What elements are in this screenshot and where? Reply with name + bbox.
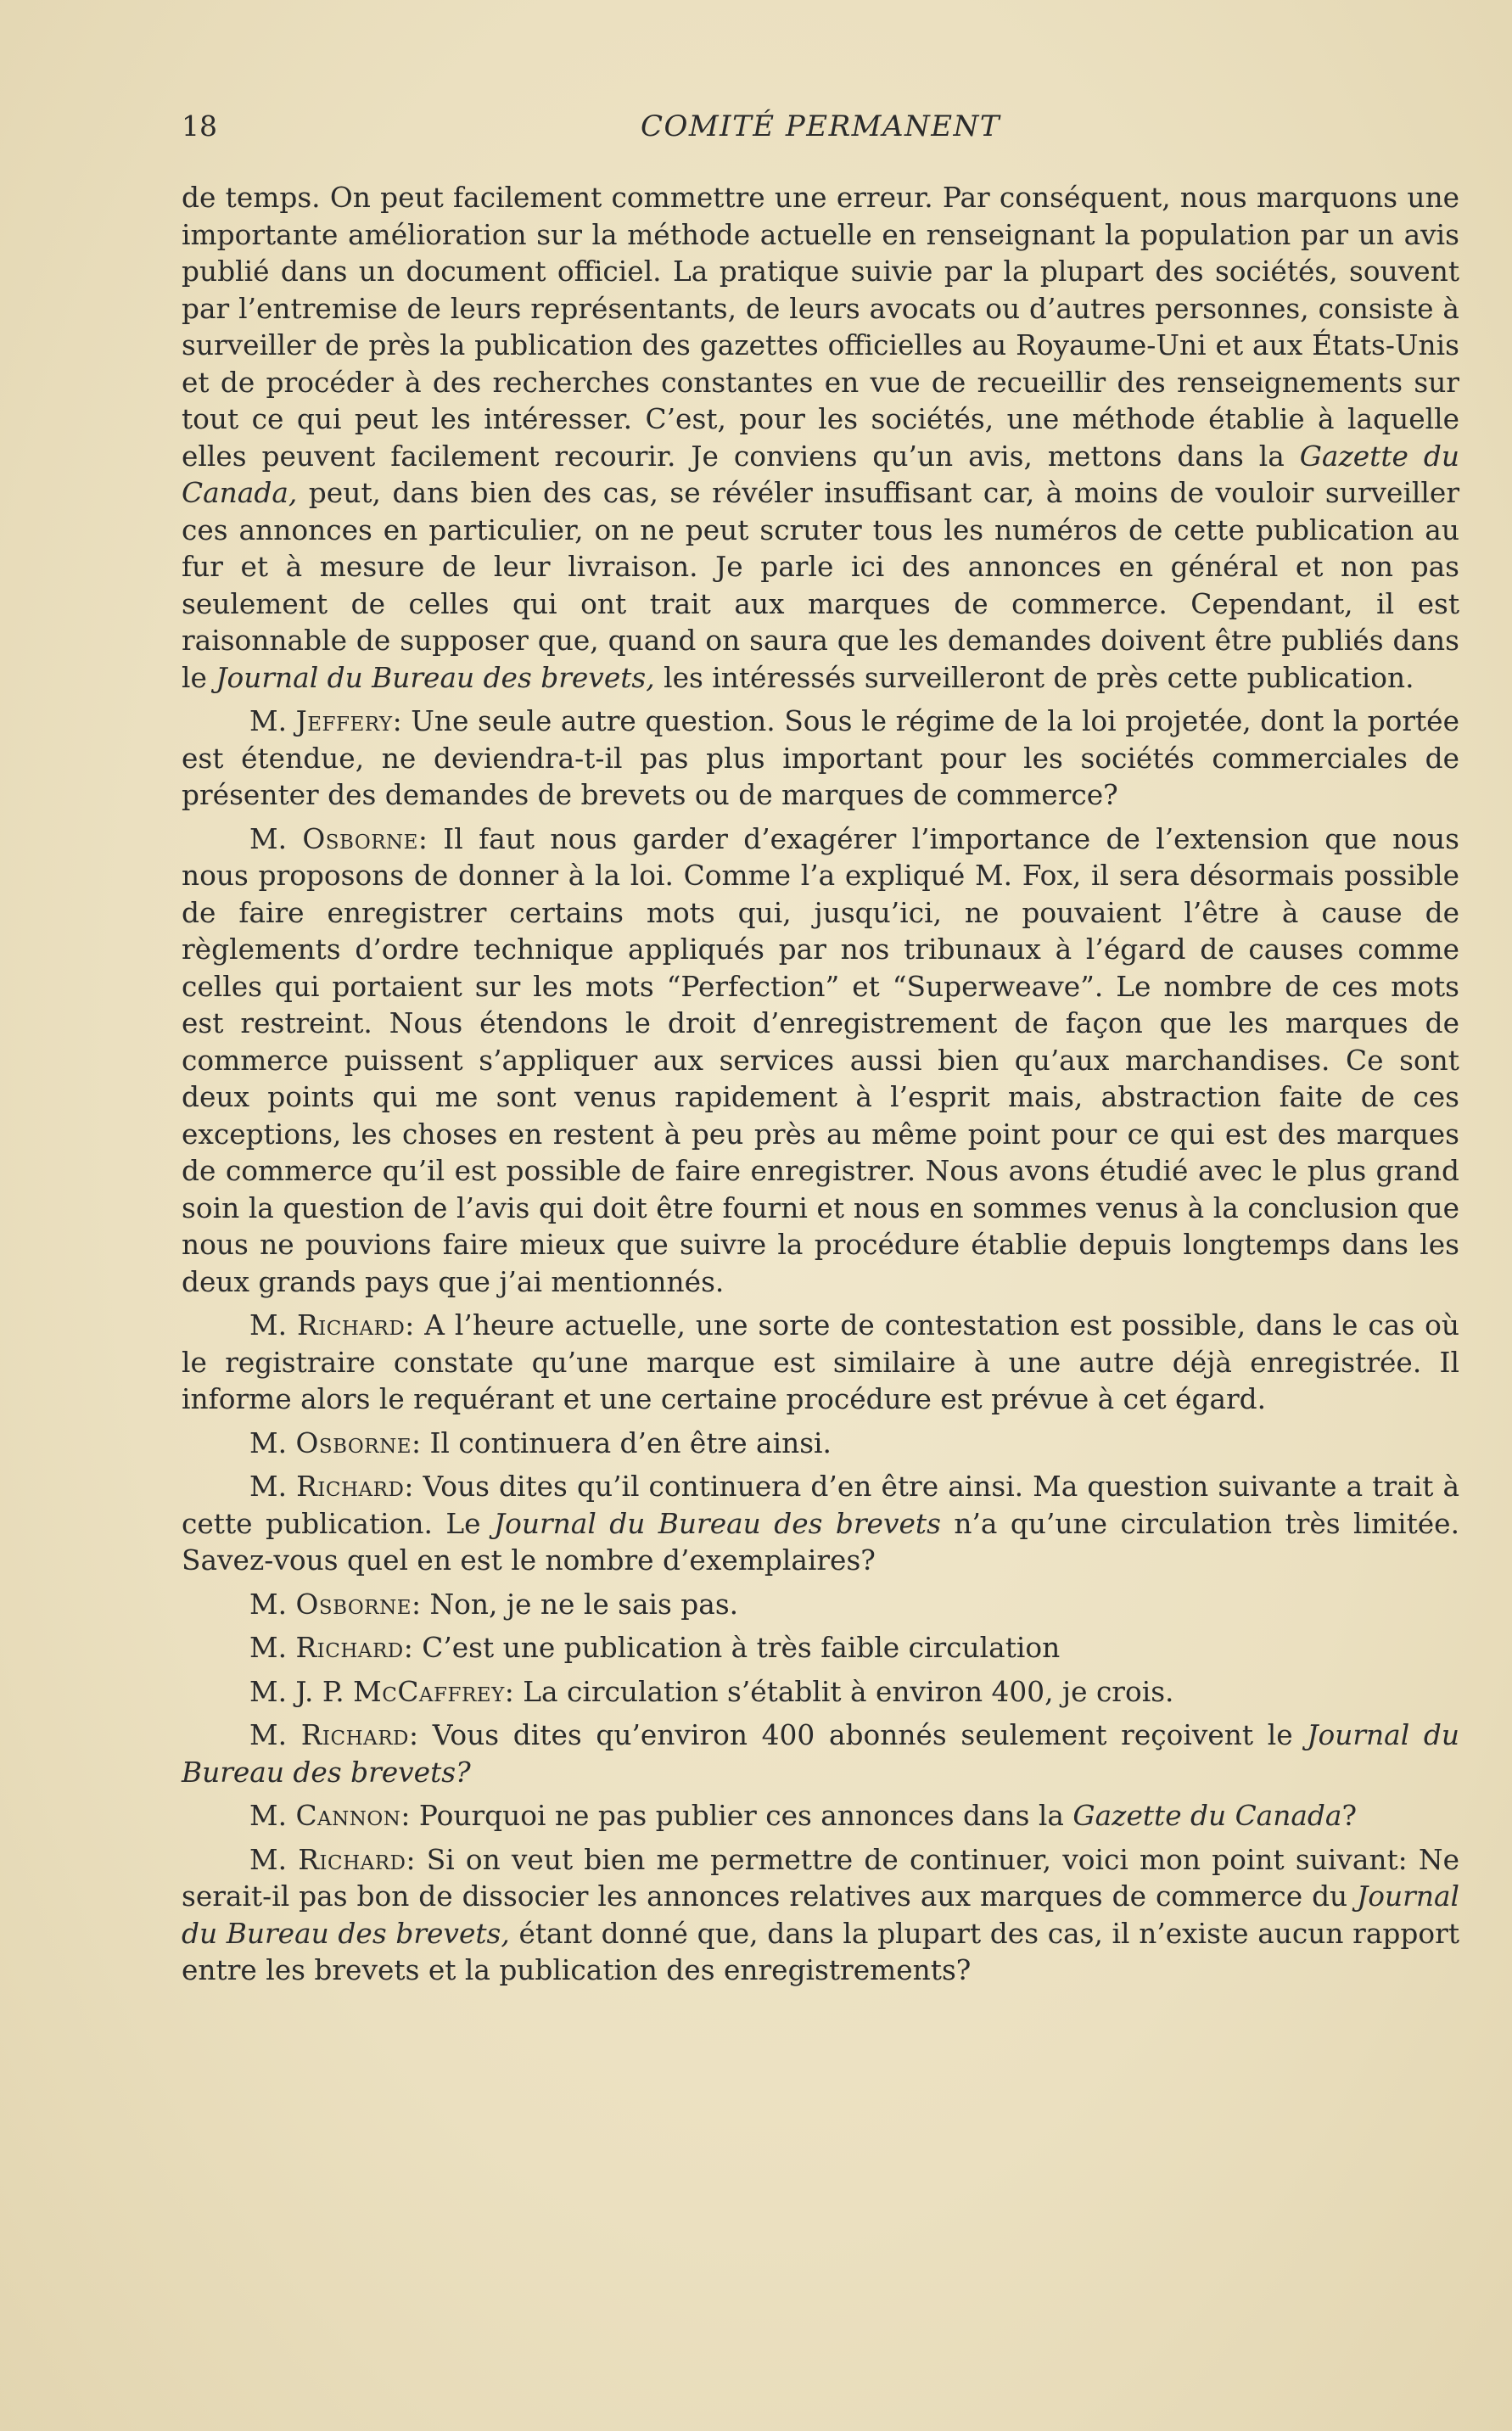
- paragraph: [182, 1426, 1459, 1463]
- text-segment: : A l’heure actuelle, une sorte de contestation est possible, dans le cas où le registraire constate qu’une marque est similaire à une autre déjà enregistrée. Il informe alors le requérant et une certaine procédure est prévue à cet égard.: [182, 1309, 1459, 1415]
- speaker-name: Richard: [296, 1309, 406, 1342]
- text-segment: : Vous dites qu’environ 400 abonnés seulement reçoivent le: [409, 1719, 1308, 1751]
- speaker-prefix: M.: [249, 1843, 299, 1876]
- speaker-name: Richard: [296, 1470, 405, 1503]
- italic-title-text: Gazette du Canada: [1072, 1800, 1342, 1832]
- speaker-prefix: M.: [249, 1470, 297, 1503]
- speaker-prefix: M. J. P.: [249, 1675, 354, 1708]
- speaker-prefix: M.: [249, 1588, 296, 1621]
- text-segment: : C’est une publication à très faible circulation: [403, 1632, 1061, 1664]
- speaker-name: Osborne: [302, 822, 418, 855]
- text-segment: : Si on veut bien me permettre de continuer, voici mon point suivant: Ne serait-il pas bon de dissocier les annonces relatives aux marques de commerce du: [182, 1843, 1460, 1913]
- speaker-name: Richard: [298, 1843, 406, 1876]
- paragraph: [182, 1587, 1459, 1624]
- text-segment: : Pourquoi ne pas publier ces annonces dans la: [400, 1800, 1073, 1832]
- speaker-prefix: M.: [249, 1719, 301, 1751]
- text-segment: peut, dans bien des cas, se révéler insuffisant car, à moins de vouloir surveiller ces annonces en particulier, on ne peut scruter tous les numéros de cette publication au fur et à mesure de leur livraison. Je parle ici des annonces en général et non pas seulement de celles qui ont trait aux marques de commerce. Cependant, il est raisonnable de supposer que, quand on saura que les demandes doivent être publiés dans le: [182, 477, 1459, 694]
- running-title: COMITÉ PERMANENT: [640, 109, 1001, 143]
- text-segment: : La circulation s’établit à environ 400, je crois.: [504, 1675, 1174, 1708]
- text-segment: : Il continuera d’en être ainsi.: [412, 1426, 832, 1459]
- speaker-prefix: M.: [249, 705, 296, 737]
- speaker-prefix: M.: [249, 1426, 296, 1459]
- italic-title-text: Journal du Bureau des brevets: [493, 1507, 941, 1540]
- italic-title-text: Journal du Bureau des brevets,: [182, 1880, 1459, 1950]
- text-segment: ?: [1341, 1800, 1358, 1832]
- text-segment: : Il faut nous garder d’exagérer l’importance de l’extension que nous nous proposons de donner à la loi. Comme l’a expliqué M. Fox, il sera désormais possible de faire enregistrer certains mots qui, jusqu’ici, ne pouvaient l’être à cause de règlements d’ordre technique appliqués par nos tribunaux à l’égard de causes comme celles qui portaient sur les mots “Perfection” et “Superweave”. Le nombre de ces mots est restreint. Nous étendons le droit d’enregistrement de façon que les marques de commerce puissent s’appliquer aux services aussi bien qu’aux marchandises. Ce sont deux points qui me sont venus rapidement à l’esprit mais, abstraction faite de ces exceptions, les choses en restent à peu près au même point pour ce qui est des marques de commerce qu’il est possible de faire enregistrer. Nous avons étudié avec le plus grand soin la question de l’avis qui doit être fourni et nous en sommes venus à la conclusion que nous ne pouvions faire mieux que suivre la procédure établie depuis longtemps dans les deux grands pays que j’ai mentionnés.: [182, 822, 1459, 1298]
- text-segment: : Une seule autre question. Sous le régime de la loi projetée, dont la portée est étendue, ne deviendra-t-il pas plus important pour les sociétés commerciales de présenter des demandes de brevets ou de marques de commerce?: [182, 705, 1460, 811]
- paragraph: [182, 1674, 1459, 1711]
- paragraph: [182, 1798, 1459, 1835]
- paragraph: [182, 703, 1459, 815]
- text-segment: : Vous dites qu’il continuera d’en être ainsi. Ma question suivante a trait à cette publication. Le: [182, 1470, 1460, 1540]
- italic-title-text: Journal du Bureau des brevets?: [182, 1719, 1459, 1789]
- text-segment: étant donné que, dans la plupart des cas, il n’existe aucun rapport entre les brevets et la publication des enregistrements?: [182, 1917, 1459, 1986]
- speaker-name: Jeffery: [295, 705, 393, 737]
- paragraph: [182, 1717, 1459, 1791]
- text-segment: de temps. On peut facilement commettre une erreur. Par conséquent, nous marquons une importante amélioration sur la méthode actuelle en renseignant la population par un avis publié dans un document officiel. La pratique suivie par la plupart des sociétés, souvent par l’entremise de leurs représentants, de leurs avocats ou d’autres personnes, consiste à surveiller de près la publication des gazettes officielles au Royaume-Uni et aux États-Unis et de procéder à des recherches constantes en vue de recueillir des renseignements sur tout ce qui peut les intéresser. C’est, pour les sociétés, une méthode établie à laquelle elles peuvent facilement recourir. Je conviens qu’un avis, mettons dans la: [182, 182, 1459, 473]
- speaker-prefix: M.: [249, 1800, 296, 1832]
- speaker-name: Osborne: [295, 1588, 412, 1621]
- italic-title-text: Gazette du Canada,: [182, 440, 1459, 509]
- page-header: [182, 105, 1459, 148]
- paragraph: [182, 1842, 1459, 1990]
- page-number: 18: [182, 109, 217, 143]
- paragraph: [182, 1308, 1459, 1419]
- speaker-name: Richard: [295, 1632, 404, 1664]
- speaker-prefix: M.: [249, 1632, 296, 1664]
- text-segment: les intéressés surveilleront de près cette publication.: [654, 661, 1414, 694]
- speaker-name: Osborne: [295, 1426, 412, 1459]
- paragraph: [182, 1630, 1459, 1667]
- paragraph: [182, 180, 1459, 697]
- text-segment: : Non, je ne le sais pas.: [412, 1588, 739, 1621]
- paragraph: [182, 1469, 1459, 1580]
- speaker-name: Cannon: [295, 1800, 401, 1832]
- speaker-name: McCaffrey: [353, 1675, 505, 1708]
- speaker-prefix: M.: [249, 1309, 297, 1342]
- text-segment: n’a qu’une circulation très limitée. Savez-vous quel en est le nombre d’exemplaires?: [182, 1507, 1460, 1577]
- body-text: [182, 180, 1459, 1997]
- paragraph: [182, 821, 1459, 1302]
- speaker-prefix: M.: [249, 822, 303, 855]
- speaker-name: Richard: [300, 1719, 409, 1751]
- italic-title-text: Journal du Bureau des brevets,: [216, 661, 655, 694]
